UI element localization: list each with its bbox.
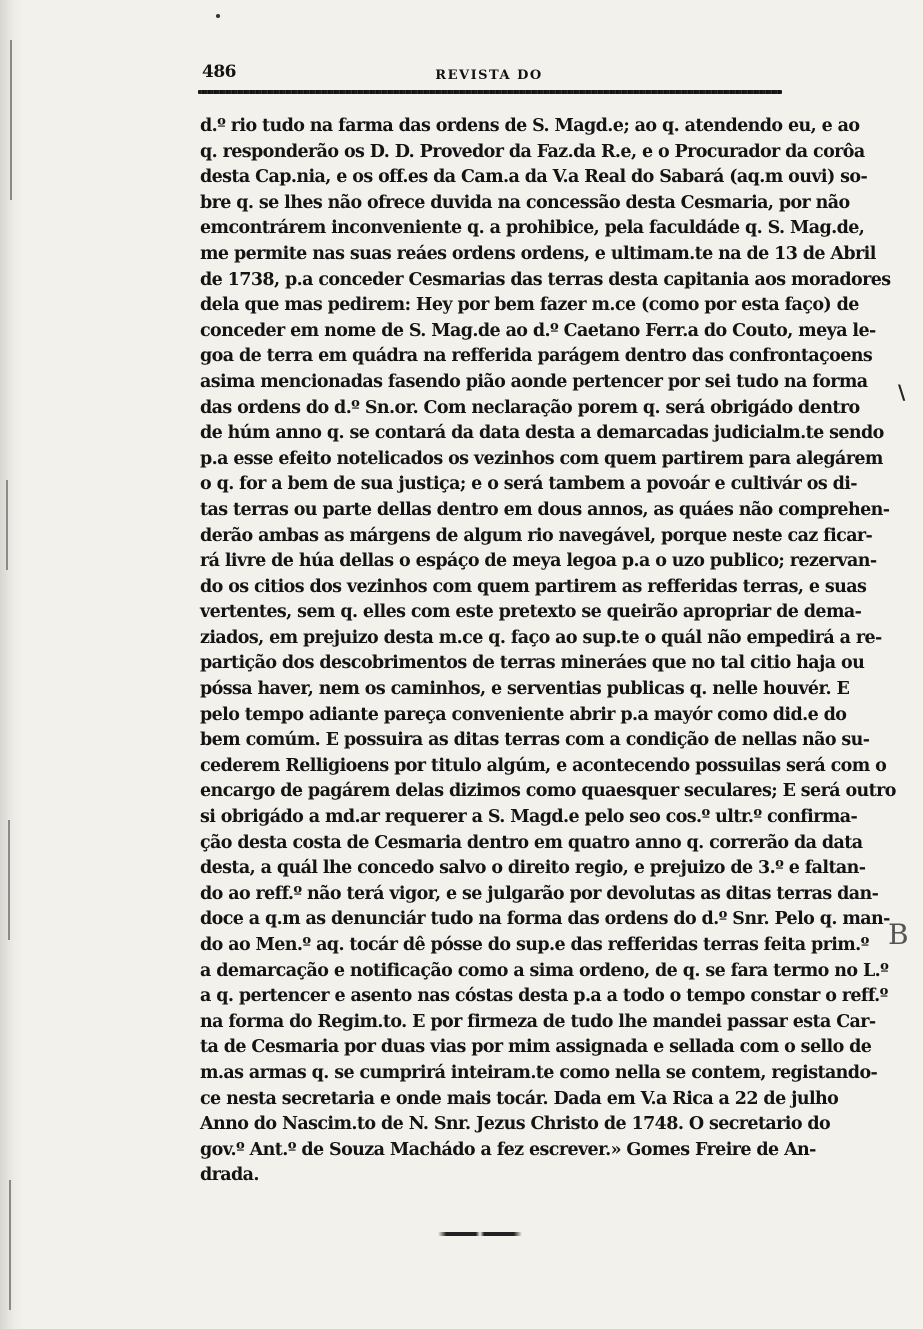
text-line: bem comúm. E possuira as ditas terras com a condição de nellas não su- [200,730,870,751]
text-line: p.a esse efeito notelicados os vezinhos com quem partirem para alegárem [200,448,883,469]
text-line: si obrigádo a md.ar requerer a S. Magd.e pelo seo cos.º ultr.º confirma- [200,807,858,828]
text-line: conceder em nome de S. Mag.de ao d.º Caetano Ferr.a do Couto, meya le- [200,320,876,341]
text-line: póssa haver, nem os caminhos, e serventias publicas q. nelle houvér. E [200,679,850,700]
scan-streak [8,820,10,940]
margin-mark: \ [898,380,906,404]
text-line: bre q. se lhes não ofrece duvida na concessão desta Cesmaria, por não [200,192,850,213]
text-line: do ao Men.º aq. tocár dê pósse do sup.e das refferidas terras feita prim.º [200,935,869,955]
text-line: rá livre de húa dellas o espáço de meya legoa p.a o uzo publico; rezervan- [200,551,877,572]
margin-mark-bleed: B [888,918,909,951]
text-line: tas terras ou parte dellas dentro em dous annos, as quáes não comprehen- [200,499,890,520]
text-line: q. responderão os D. D. Provedor da Faz.da R.e, e o Procurador da corôa [200,141,865,162]
text-line: desta Cap.nia, e os off.es da Cam.a da V.a Real do Sabará (aq.m ouvi) so- [200,167,868,188]
text-line: derão ambas as márgens de algum rio navegável, porque neste caz ficar- [200,525,873,546]
text-line: dela que mas pedirem: Hey por bem fazer m.ce (como por esta faço) de [200,295,859,316]
page-number: 486 [202,62,236,82]
speck-dot [216,14,220,18]
text-line: gov.º Ant.º de Souza Machádo a fez escrever.» Gomes Freire de An- [200,1139,816,1160]
text-line: goa de terra em quádra na refferida parágem dentro das confrontaçoens [200,346,873,367]
text-line: emcontrárem inconveniente q. a prohibice, pela faculdáde q. S. Mag.de, [200,218,865,239]
text-line: a q. pertencer e asento nas cóstas desta p.a a todo o tempo constar o reff.º [200,986,888,1007]
text-line: vertentes, sem q. elles com este pretexto se queirão apropriar de dema- [200,602,862,623]
scan-streak [6,480,8,570]
text-line: ce nesta secretaria e onde mais tocár. Dada em V.a Rica a 22 de julho [200,1088,839,1109]
text-line: ção desta costa de Cesmaria dentro em quatro anno q. correrão da data [200,832,863,853]
scan-streak [9,1180,11,1310]
text-line: m.as armas q. se cumprirá inteiram.te como nella se contem, registando- [200,1062,878,1083]
text-line: Anno do Nascim.to de N. Snr. Jezus Christo de 1748. O secretario do [200,1114,831,1135]
body-text [200,114,896,1189]
text-line: o q. for a bem de sua justiça; e o será tambem a povoár e cultivár os di- [200,474,857,495]
text-line: cederem Relligioens por titulo algúm, e acontecendo possuilas será com o [200,755,887,776]
text-line-final: drada. [200,1165,259,1186]
text-line: asima mencionadas fasendo pião aonde pertencer por sei tudo na forma [200,371,868,392]
text-line: das ordens do d.º Sn.or. Com neclaração porem q. será obrigádo dentro [200,397,860,418]
text-line: na forma do Regim.to. E por firmeza de tudo lhe mandei passar esta Car- [200,1011,876,1032]
text-line: doce a q.m as denunciár tudo na forma das ordens do d.º Snr. Pelo q. man- [200,909,890,930]
page-header [196,60,782,94]
scan-streak [10,40,12,200]
text-line: do os citios dos vezinhos com quem partirem as refferidas terras, e suas [200,576,867,597]
text-line: de húm anno q. se contará da data desta a demarcadas judicialm.te sendo [200,423,884,444]
header-rule [198,90,782,94]
text-line: encargo de pagárem delas dizimos como quaesquer seculares; E será outro [200,781,896,802]
running-head: REVISTA DO [435,68,543,83]
text-line: d.º rio tudo na farma das ordens de S. Magd.e; ao q. atendendo eu, e ao [200,116,860,136]
text-line: ziados, em prejuizo desta m.ce q. faço ao sup.te o quál não empedirá a re- [200,627,882,648]
text-line: partição dos descobrimentos de terras mineráes que no tal citio haja ou [200,653,865,674]
text-line: ta de Cesmaria por duas vias por mim assignada e sellada com o sello de [200,1037,872,1058]
text-line: de 1738, p.a conceder Cesmarias das terras desta capitania aos moradores [200,269,891,290]
text-line: do ao reff.º não terá vigor, e se julgarão por devolutas as ditas terras dan- [200,883,879,904]
text-line: a demarcação e notificação como a sima ordeno, de q. se fara termo no L.º [200,960,889,981]
text-line: pelo tempo adiante pareça conveniente abrir p.a mayór como did.e do [200,704,847,725]
text-line: desta, a quál lhe concedo salvo o direito regio, e prejuizo de 3.º e faltan- [200,858,866,879]
end-ornament-rule [438,1232,522,1236]
text-line: me permite nas suas reáes ordens ordens, e ultimam.te na de 13 de Abril [200,243,876,264]
